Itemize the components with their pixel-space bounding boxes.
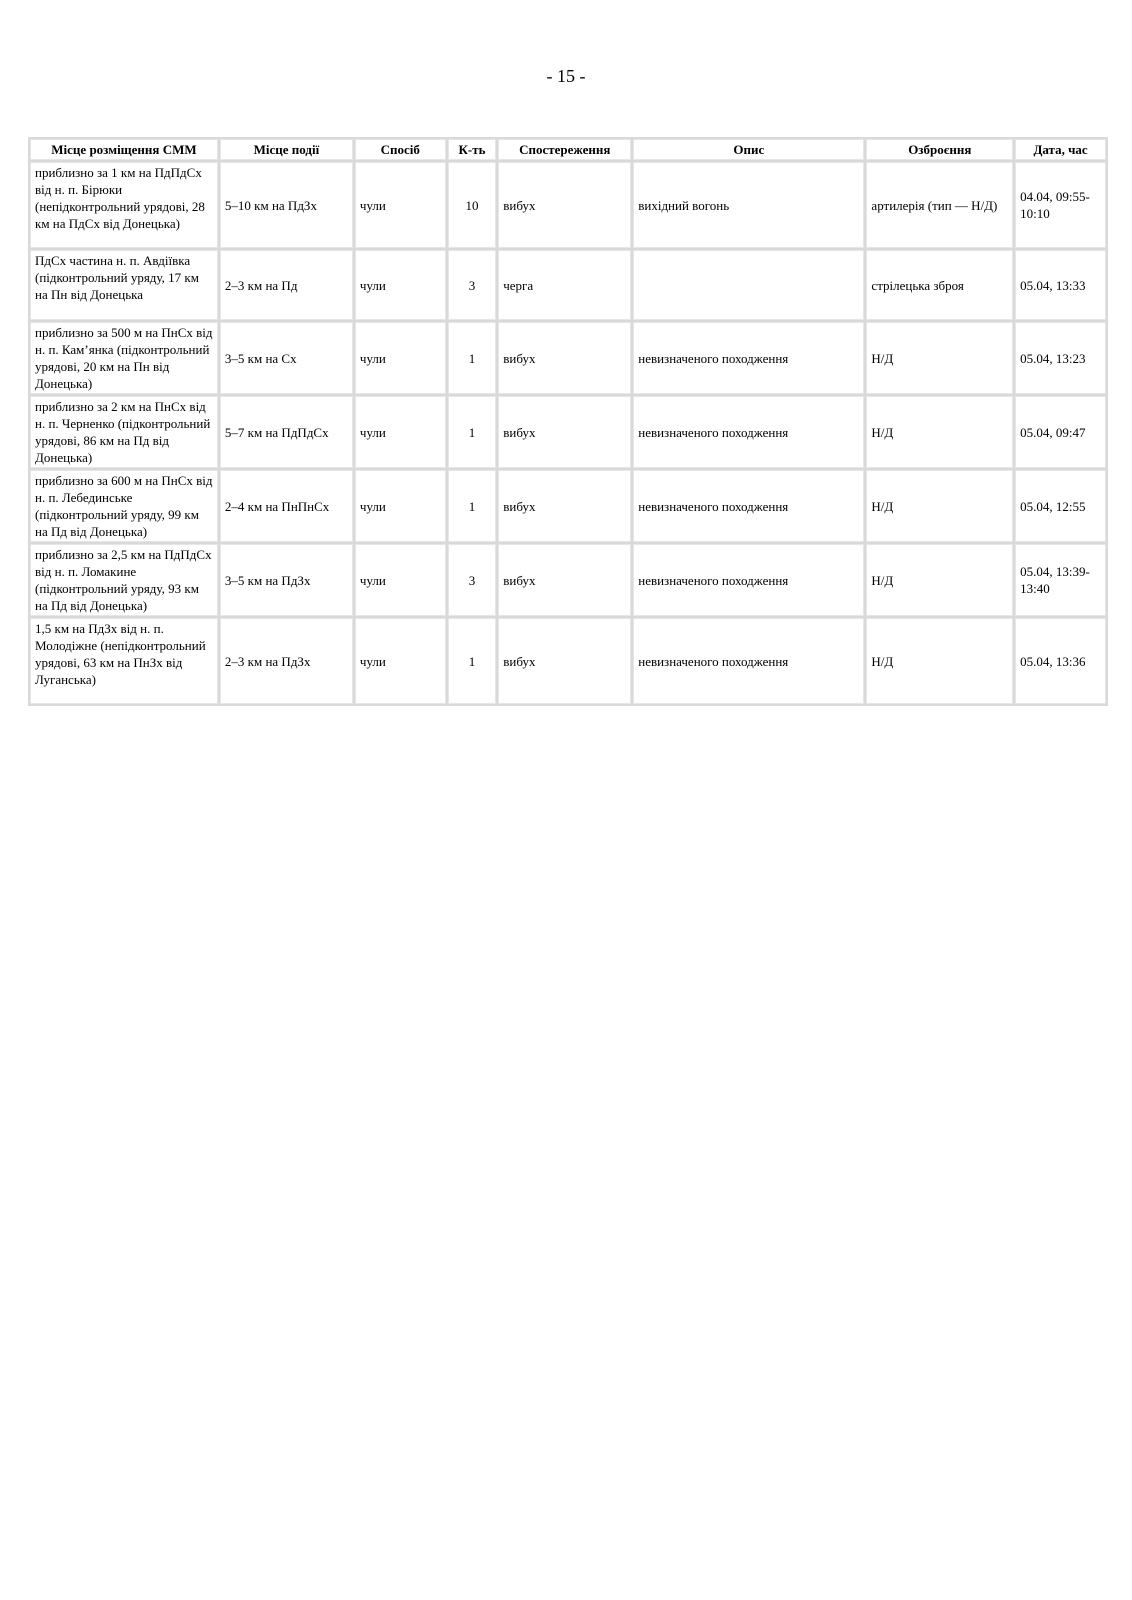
date-time-cell: 05.04, 12:55 <box>1015 470 1106 542</box>
page-number: - 15 - <box>546 66 586 86</box>
observation-cell: вибух <box>498 322 631 394</box>
method-cell: чули <box>355 250 446 320</box>
header-description: Опис <box>633 139 864 160</box>
observation-cell: вибух <box>498 618 631 704</box>
count-cell: 1 <box>448 396 497 468</box>
event-location-cell: 2–3 км на Пд <box>220 250 353 320</box>
date-time-cell: 05.04, 09:47 <box>1015 396 1106 468</box>
table-row <box>30 544 1106 616</box>
weapons-cell: Н/Д <box>866 396 1013 468</box>
date-time-cell: 05.04, 13:36 <box>1015 618 1106 704</box>
table-row <box>30 396 1106 468</box>
description-cell: невизначеного походження <box>633 470 864 542</box>
event-location-cell: 5–10 км на ПдЗх <box>220 162 353 248</box>
smm-location-cell: приблизно за 500 м на ПнСх від н. п. Кам’янка (підконтрольний урядові, 20 км на Пн від Донецька) <box>30 322 218 394</box>
method-cell: чули <box>355 618 446 704</box>
weapons-cell: Н/Д <box>866 470 1013 542</box>
date-time-cell: 05.04, 13:23 <box>1015 322 1106 394</box>
smm-location-cell: приблизно за 600 м на ПнСх від н. п. Лебединське (підконтрольний уряду, 99 км на Пд від Донецька) <box>30 470 218 542</box>
event-location-cell: 2–3 км на ПдЗх <box>220 618 353 704</box>
table-row <box>30 322 1106 394</box>
weapons-cell: Н/Д <box>866 322 1013 394</box>
description-cell <box>633 250 864 320</box>
weapons-cell: стрілецька зброя <box>866 250 1013 320</box>
method-cell: чули <box>355 470 446 542</box>
description-cell: вихідний вогонь <box>633 162 864 248</box>
header-method: Спосіб <box>355 139 446 160</box>
smm-location-cell: приблизно за 1 км на ПдПдСх від н. п. Бірюки (непідконтрольний урядові, 28 км на ПдСх від Донецька) <box>30 162 218 248</box>
event-location-cell: 2–4 км на ПнПнСх <box>220 470 353 542</box>
incident-table <box>28 137 1108 706</box>
event-location-cell: 3–5 км на Сх <box>220 322 353 394</box>
event-location-cell: 3–5 км на ПдЗх <box>220 544 353 616</box>
smm-location-cell: ПдСх частина н. п. Авдіївка (підконтрольний уряду, 17 км на Пн від Донецька <box>30 250 218 320</box>
count-cell: 3 <box>448 544 497 616</box>
date-time-cell: 05.04, 13:33 <box>1015 250 1106 320</box>
count-cell: 1 <box>448 470 497 542</box>
description-cell: невизначеного походження <box>633 396 864 468</box>
observation-cell: вибух <box>498 162 631 248</box>
count-cell: 1 <box>448 322 497 394</box>
table-header-row <box>30 139 1106 160</box>
smm-location-cell: приблизно за 2 км на ПнСх від н. п. Черненко (підконтрольний урядові, 86 км на Пд від Донецька) <box>30 396 218 468</box>
count-cell: 1 <box>448 618 497 704</box>
observation-cell: вибух <box>498 396 631 468</box>
weapons-cell: Н/Д <box>866 544 1013 616</box>
table-row <box>30 162 1106 248</box>
method-cell: чули <box>355 544 446 616</box>
method-cell: чули <box>355 396 446 468</box>
table-row <box>30 470 1106 542</box>
weapons-cell: артилерія (тип — Н/Д) <box>866 162 1013 248</box>
header-event-location: Місце події <box>220 139 353 160</box>
header-count: К-ть <box>448 139 497 160</box>
method-cell: чули <box>355 322 446 394</box>
smm-location-cell: 1,5 км на ПдЗх від н. п. Молодіжне (непідконтрольний урядові, 63 км на ПнЗх від Луганська) <box>30 618 218 704</box>
observation-cell: вибух <box>498 544 631 616</box>
weapons-cell: Н/Д <box>866 618 1013 704</box>
header-date-time: Дата, час <box>1015 139 1106 160</box>
table-row <box>30 618 1106 704</box>
header-observation: Спостереження <box>498 139 631 160</box>
date-time-cell: 05.04, 13:39-13:40 <box>1015 544 1106 616</box>
description-cell: невизначеного походження <box>633 618 864 704</box>
observation-cell: вибух <box>498 470 631 542</box>
header-weapons: Озброєння <box>866 139 1013 160</box>
table-row <box>30 250 1106 320</box>
header-smm-location: Місце розміщення СММ <box>30 139 218 160</box>
count-cell: 10 <box>448 162 497 248</box>
event-location-cell: 5–7 км на ПдПдСх <box>220 396 353 468</box>
observation-cell: черга <box>498 250 631 320</box>
description-cell: невизначеного походження <box>633 322 864 394</box>
method-cell: чули <box>355 162 446 248</box>
count-cell: 3 <box>448 250 497 320</box>
date-time-cell: 04.04, 09:55-10:10 <box>1015 162 1106 248</box>
description-cell: невизначеного походження <box>633 544 864 616</box>
smm-location-cell: приблизно за 2,5 км на ПдПдСх від н. п. Ломакине (підконтрольний уряду, 93 км на Пд від Донецька) <box>30 544 218 616</box>
